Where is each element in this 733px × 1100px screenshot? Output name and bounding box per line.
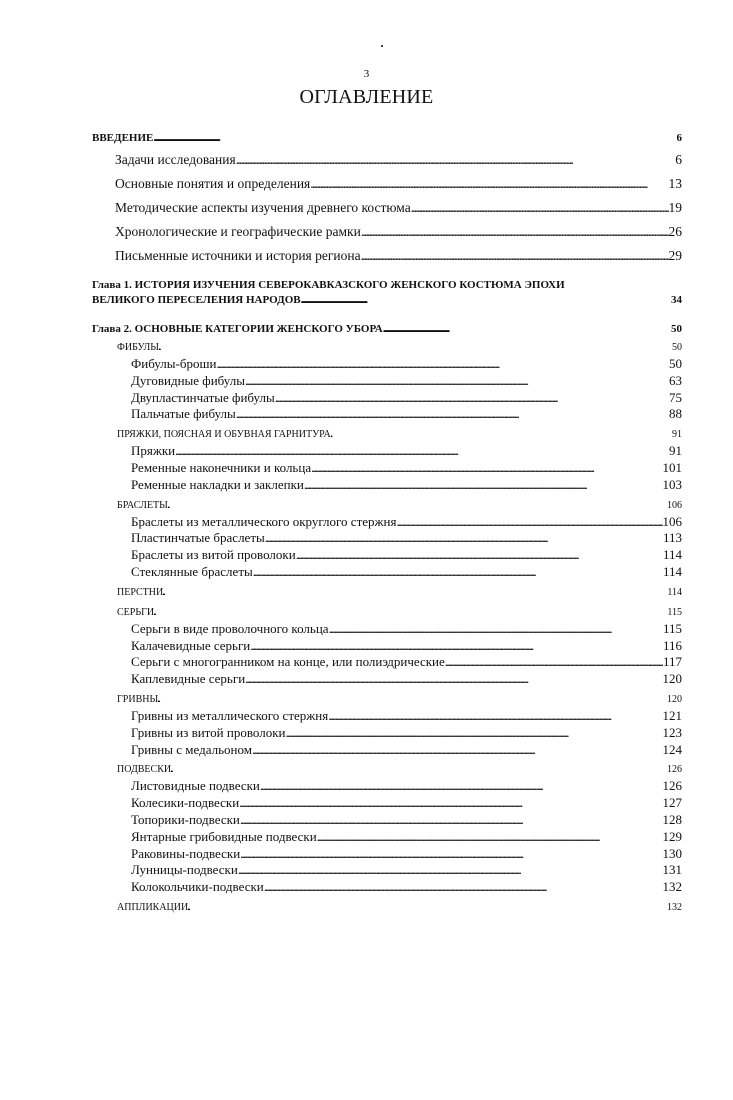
dot-leader: [331, 430, 672, 440]
toc-entry-page: 120: [662, 671, 682, 687]
page-title: ОГЛАВЛЕНИЕ: [299, 86, 434, 108]
toc-entry-page: 6: [675, 152, 682, 167]
toc-entry-page: 13: [668, 176, 682, 191]
dot-leader: [317, 830, 663, 843]
toc-section-item[interactable]: [131, 880, 682, 893]
toc-section[interactable]: [117, 903, 682, 913]
dot-leader: [265, 531, 663, 544]
dot-leader: [329, 622, 663, 635]
toc-entry-page: 127: [662, 795, 682, 811]
page-number: 3: [363, 68, 370, 80]
toc-section-item[interactable]: [131, 374, 682, 387]
dot-leader: [163, 588, 667, 598]
chapter1-title-line1: Глава 1. ИСТОРИЯ ИЗУЧЕНИЯ СЕВЕРОКАВКАЗСКОГО ЖЕНСКОГО КОСТЮМА ЭПОХИ: [92, 279, 565, 291]
toc-entry-page: 126: [667, 764, 682, 776]
toc-entry-label: Топорики-подвески: [131, 812, 240, 827]
toc-entry-label: Пластинчатые браслеты: [131, 530, 265, 546]
toc-entry-label: Хронологические и географические рамки: [115, 224, 361, 239]
toc-entry-page: 131: [662, 862, 682, 878]
toc-entry-label: Листовидные подвески: [131, 778, 260, 794]
toc-entry-page: 114: [667, 586, 682, 598]
toc-entry-page: 129: [662, 828, 682, 844]
toc-entry-label: АППЛИКАЦИИ: [117, 902, 189, 913]
toc-entry-page: 50: [671, 323, 682, 335]
toc-entry-page: 101: [662, 460, 682, 475]
toc-entry-page: 116: [662, 637, 682, 653]
toc-entry-page: 106: [662, 513, 682, 529]
toc-entry-page: 130: [662, 845, 682, 861]
toc-section-item[interactable]: [131, 655, 682, 668]
toc-section-item[interactable]: [131, 863, 682, 876]
toc-entry-label: Серьги с многогранником на конце, или полиэдрические: [131, 654, 445, 670]
toc-entry-page: 91: [672, 429, 682, 441]
dot-leader: [252, 743, 663, 756]
toc-entry-page: 123: [662, 724, 682, 740]
toc-entry-page: 6: [676, 132, 682, 144]
toc-section-item[interactable]: [131, 407, 682, 420]
dot-leader: [304, 478, 663, 491]
toc-section-item[interactable]: [131, 743, 682, 756]
toc-entry-label: Янтарные грибовидные подвески: [131, 828, 317, 844]
toc-entry-label: Браслеты из металлического округлого стержня: [131, 513, 397, 529]
toc-entry-page: 50: [669, 356, 682, 371]
toc-entry-label: ВЕЛИКОГО ПЕРЕСЕЛЕНИЯ НАРОДОВ: [92, 294, 301, 306]
toc-entry-label: Письменные источники и история региона: [115, 248, 361, 263]
toc-section-item[interactable]: [131, 357, 682, 370]
toc-entry-label: Пальчатые фибулы: [131, 406, 236, 422]
toc-entry-label: Ременные накладки и заклепки: [131, 476, 304, 492]
toc-section-item[interactable]: [131, 830, 682, 843]
toc-entry-label: ПЕРСТНИ: [117, 586, 164, 598]
toc-section-item[interactable]: [131, 478, 682, 491]
toc-entry-label: Гривны из витой проволоки: [131, 724, 286, 740]
toc-section[interactable]: [117, 695, 682, 705]
toc-entry-page: 115: [662, 620, 682, 636]
toc-section-item[interactable]: [131, 565, 682, 578]
toc-intro[interactable]: [92, 133, 682, 144]
toc-entry-page: 88: [669, 406, 682, 422]
dot-leader: [311, 461, 662, 474]
toc-intro-item[interactable]: [115, 201, 682, 215]
toc-intro-item[interactable]: [115, 225, 682, 239]
toc-entry-page: 120: [667, 694, 682, 705]
dot-leader: [175, 444, 669, 457]
toc-entry-label: Задачи исследования: [115, 152, 236, 167]
toc-entry-label: Глава 2. ОСНОВНЫЕ КАТЕГОРИИ ЖЕНСКОГО УБОРА: [92, 323, 383, 335]
toc-section-item[interactable]: [131, 444, 682, 457]
toc-section-item[interactable]: [131, 726, 682, 739]
toc-entry-label: ПОДВЕСКИ: [117, 764, 172, 776]
dot-leader: [245, 672, 662, 685]
toc-section-item[interactable]: [131, 672, 682, 685]
dot-leader: [264, 880, 663, 893]
toc-section-item[interactable]: [131, 796, 682, 809]
toc-entry-page: 91: [669, 443, 682, 459]
dot-leader: [171, 765, 667, 775]
toc-entry-label: ПРЯЖКИ, ПОЯСНАЯ И ОБУВНАЯ ГАРНИТУРА: [117, 429, 331, 441]
dot-leader: [310, 177, 668, 191]
toc-entry-page: 132: [667, 902, 682, 913]
toc-entry-label: ГРИВНЫ: [117, 694, 159, 705]
dot-leader: [154, 608, 667, 618]
dot-leader: [250, 639, 663, 652]
dot-leader: [239, 796, 662, 809]
toc-section-item[interactable]: [131, 779, 682, 792]
toc-section[interactable]: [117, 430, 682, 440]
toc-entry-page: 114: [662, 547, 682, 563]
dot-leader: [361, 225, 669, 239]
dot-leader: [328, 709, 662, 722]
dot-leader: [296, 548, 663, 561]
toc-entry-label: Браслеты из витой проволоки: [131, 547, 296, 563]
toc-entry-label: Методические аспекты изучения древнего костюма: [115, 200, 411, 215]
dot-leader: [253, 565, 663, 578]
toc-entry-page: 29: [668, 248, 682, 263]
toc-entry-page: 50: [672, 342, 682, 353]
toc-entry-label: Колесики-подвески: [131, 795, 240, 811]
toc-section-item[interactable]: [131, 813, 682, 826]
toc-section-item[interactable]: [131, 548, 682, 561]
dot-leader: [411, 201, 669, 215]
toc-entry-label: Фибулы-броши: [131, 356, 217, 371]
toc-entry-page: 132: [662, 879, 682, 895]
toc-section[interactable]: [117, 608, 682, 618]
toc-intro-item[interactable]: [115, 249, 682, 263]
toc-entry-page: 106: [667, 499, 682, 511]
dot-leader: [285, 726, 662, 739]
toc-intro-item[interactable]: [115, 177, 682, 191]
toc-section[interactable]: [117, 343, 682, 353]
dot-leader: [245, 374, 669, 387]
toc-chapter1[interactable]: [92, 295, 682, 306]
toc-entry-label: Двупластинчатые фибулы: [131, 389, 275, 405]
toc-entry-page: 75: [669, 389, 682, 405]
toc-entry-page: 117: [662, 654, 682, 670]
toc-entry-label: Стеклянные браслеты: [131, 564, 253, 579]
toc-section[interactable]: [117, 588, 682, 598]
toc-entry-label: Колокольчики-подвески: [131, 879, 264, 895]
toc-entry-page: 63: [669, 372, 682, 388]
toc-entry-label: СЕРЬГИ: [117, 606, 155, 618]
dot-leader: [396, 515, 662, 528]
toc-entry-page: 103: [662, 476, 682, 492]
toc-entry-page: 34: [671, 294, 682, 306]
dot-leader: [238, 863, 663, 876]
toc-entry-label: Серьги в виде проволочного кольца: [131, 620, 329, 636]
dot-leader: [188, 903, 667, 913]
toc-section[interactable]: [117, 501, 682, 511]
toc-section-item[interactable]: [131, 847, 682, 860]
toc-entry-label: Каплевидные серьги: [131, 671, 246, 687]
toc-section-item[interactable]: [131, 639, 682, 652]
dot-leader: [216, 357, 669, 370]
toc-entry-label: Гривны с медальоном: [131, 741, 252, 757]
dot-leader: [159, 343, 672, 353]
dot-leader: [236, 153, 676, 167]
toc-section-item[interactable]: [131, 461, 682, 474]
toc-entry-page: 114: [662, 564, 682, 579]
dot-leader: [168, 501, 667, 511]
toc-entry-label: Раковины-подвески: [131, 845, 241, 861]
toc-entry-label: Дуговидные фибулы: [131, 372, 245, 388]
dot-leader: [275, 391, 669, 404]
dot-leader: [361, 249, 669, 263]
toc-section[interactable]: [117, 765, 682, 775]
toc-entry-page: 126: [662, 778, 682, 794]
toc-intro-item[interactable]: [115, 153, 682, 167]
dot-leader: [153, 133, 676, 144]
dot-leader: [301, 295, 671, 306]
dot-leader: [236, 407, 669, 420]
dot-leader: [260, 779, 663, 792]
dot-leader: [158, 695, 667, 705]
dot-leader: [240, 813, 663, 826]
toc-entry-label: Гривны из металлического стержня: [131, 708, 329, 723]
dot-leader: [383, 324, 671, 335]
toc-entry-page: 113: [662, 530, 682, 546]
toc-entry-page: 124: [662, 741, 682, 757]
toc-chapter2[interactable]: [92, 324, 682, 335]
toc-entry-label: ФИБУЛЫ: [117, 342, 159, 353]
dot-leader: [445, 655, 663, 668]
toc-entry-label: Основные понятия и определения: [115, 176, 311, 191]
toc-entry-label: Лунницы-подвески: [131, 862, 238, 878]
toc-entry-page: 115: [667, 606, 682, 618]
toc-entry-page: 19: [668, 200, 682, 215]
dot-leader: [240, 847, 662, 860]
toc-entry-label: Ременные наконечники и кольца: [131, 460, 312, 475]
toc-entry-label: Пряжки: [131, 443, 176, 459]
scan-speck: [381, 45, 383, 47]
toc-entry-page: 128: [662, 812, 682, 827]
toc-section-item[interactable]: [131, 391, 682, 404]
toc-entry-page: 26: [668, 224, 682, 239]
toc-section-item[interactable]: [131, 622, 682, 635]
toc-entry-label: ВВЕДЕНИЕ: [92, 132, 154, 144]
toc-section-item[interactable]: [131, 709, 682, 722]
toc-entry-label: БРАСЛЕТЫ: [117, 499, 168, 511]
toc-entry-page: 121: [662, 708, 682, 723]
toc-section-item[interactable]: [131, 515, 682, 528]
toc-section-item[interactable]: [131, 531, 682, 544]
toc-entry-label: Калачевидные серьги: [131, 637, 251, 653]
